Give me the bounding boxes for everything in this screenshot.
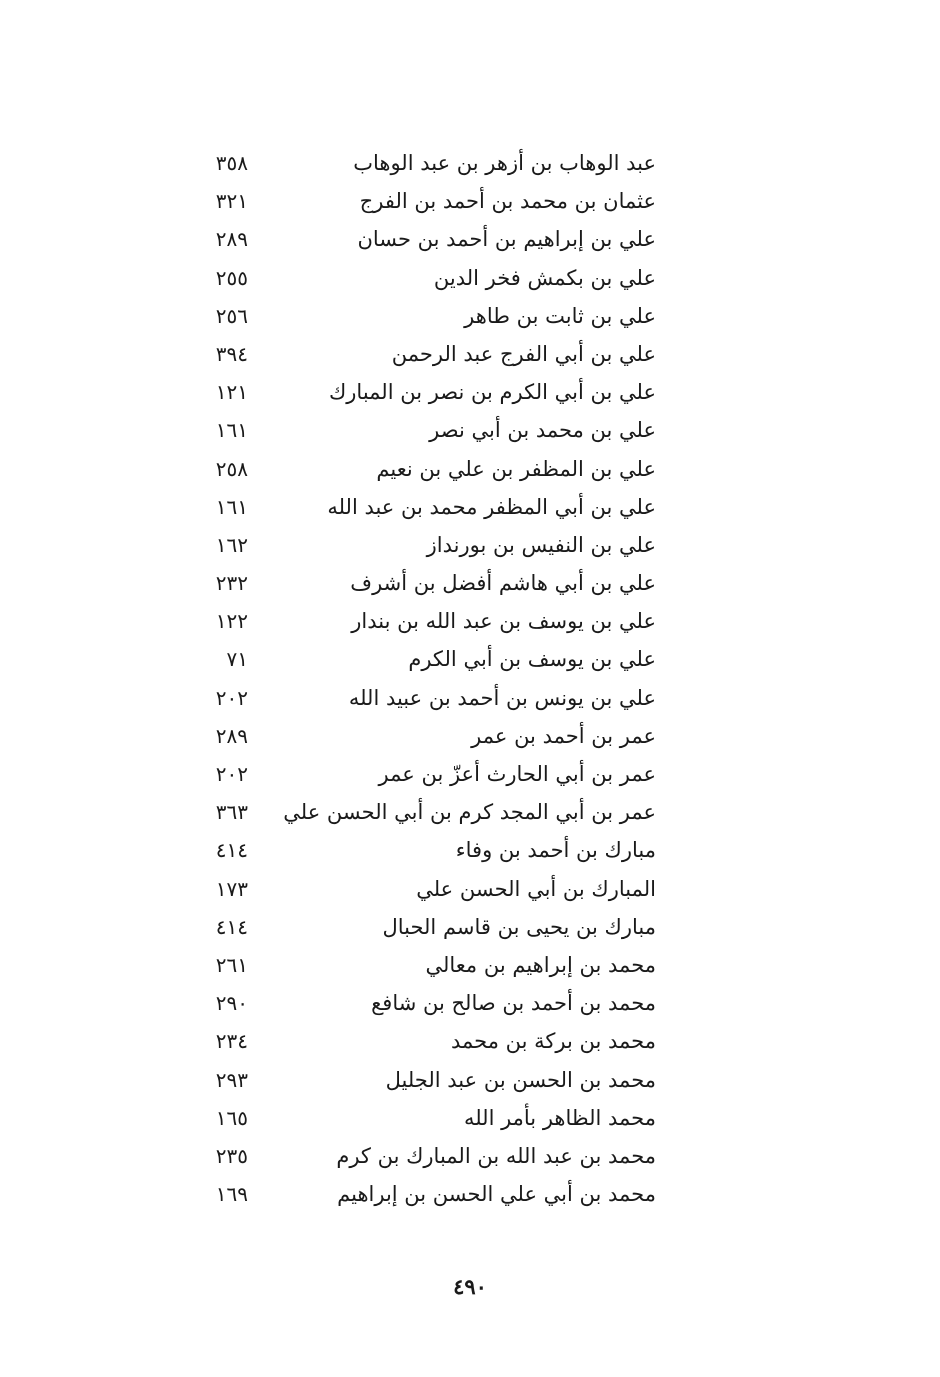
entry-page-number: ١٧٣ [215,876,248,901]
entry-page-number: ٣٦٣ [215,800,248,825]
index-entry [150,984,670,1022]
index-entry [150,182,670,220]
entry-page-number: ١٦٢ [215,532,248,557]
entry-page-number: ٢٣٤ [215,1029,248,1054]
entry-name: عمر بن أبي المجد كرم بن أبي الحسن علي [283,800,656,825]
entry-page-number: ٢٠٢ [215,762,248,786]
index-entry [150,831,670,869]
entry-page-number: ١٦٩ [215,1182,248,1207]
entry-page-number: ٢٠٢ [215,685,248,710]
entry-name: عمر بن أبي الحارث أعزّ بن عمر [378,762,656,786]
entry-page-number: ٢٨٩ [215,723,248,748]
index-entry [150,602,670,640]
index-entry [150,526,670,564]
entry-page-number: ١٢٢ [215,609,248,634]
index-entry [150,640,670,678]
entry-name: علي بن أبي المظفر محمد بن عبد الله [327,494,656,519]
index-entry [150,411,670,449]
index-entry [150,679,670,717]
entry-name: عبد الوهاب بن أزهر بن عبد الوهاب [353,151,656,175]
entry-name: علي بن أبي الفرج عبد الرحمن [391,341,656,366]
index-entry [150,908,670,946]
entry-page-number: ٢٣٥ [215,1143,248,1168]
index-entry [150,755,670,793]
entry-name: علي بن محمد بن أبي نصر [429,418,656,443]
index-entry [150,1061,670,1099]
entry-name: محمد بن بركة بن محمد [451,1029,656,1054]
entry-name: محمد بن الحسن بن عبد الجليل [385,1067,656,1092]
entry-page-number: ٢٩٠ [215,991,248,1016]
index-entry [150,220,670,258]
entry-name: عثمان بن محمد بن أحمد بن الفرج [359,189,656,214]
index-entry [150,450,670,488]
entry-page-number: ١٢١ [215,380,248,405]
entry-name: المبارك بن أبي الحسن علي [416,876,656,901]
index-entry [150,1099,670,1137]
entry-name: علي بن المظفر بن علي بن نعيم [376,456,656,481]
entry-page-number: ٣٩٤ [215,341,248,366]
index-entry [150,1175,670,1213]
entry-page-number: ١٦١ [215,418,248,443]
entry-name: محمد بن عبد الله بن المبارك بن كرم [336,1143,656,1168]
entry-name: محمد بن أبي علي الحسن بن إبراهيم [337,1182,656,1207]
entry-page-number: ٢٨٩ [215,227,248,252]
entry-page-number: ٧١ [226,647,248,672]
index-entry [150,1137,670,1175]
entry-page-number: ٢٣٢ [215,571,248,596]
index-entry [150,1022,670,1060]
entry-page-number: ٤١٤ [215,914,248,939]
index-entry [150,946,670,984]
index-entry [150,259,670,297]
index-entry [150,373,670,411]
entry-name: عمر بن أحمد بن عمر [471,723,656,748]
index-entry [150,717,670,755]
entry-name: مبارك بن أحمد بن وفاء [455,838,656,863]
entry-name: محمد بن إبراهيم بن معالي [425,952,656,977]
entry-page-number: ٢٥٨ [215,456,248,481]
entry-name: مبارك بن يحيى بن قاسم الحبال [382,914,656,939]
entry-name: علي بن النفيس بن بورنداز [426,532,656,557]
name-index-list [150,144,670,1213]
index-entry [150,144,670,182]
entry-page-number: ٢٩٣ [215,1067,248,1092]
entry-name: علي بن أبي الكرم بن نصر بن المبارك [328,380,656,405]
entry-name: علي بن يوسف بن عبد الله بن بندار [351,609,656,634]
entry-page-number: ٣٥٨ [215,151,248,175]
page-number: ٤٩٠ [453,1274,487,1299]
entry-page-number: ١٦١ [215,494,248,519]
entry-page-number: ٢٥٥ [215,265,248,290]
entry-name: محمد الظاهر بأمر الله [463,1105,656,1130]
entry-name: علي بن ثابت بن طاهر [464,303,656,328]
entry-page-number: ٤١٤ [215,838,248,863]
entry-page-number: ٢٦١ [215,952,248,977]
entry-name: علي بن يوسف بن أبي الكرم [408,647,656,672]
index-entry [150,297,670,335]
index-entry [150,564,670,602]
index-entry [150,335,670,373]
entry-page-number: ٢٥٦ [215,303,248,328]
index-entry [150,488,670,526]
index-entry [150,793,670,831]
entry-name: علي بن أبي هاشم أفضل بن أشرف [350,571,656,596]
entry-name: علي بن إبراهيم بن أحمد بن حسان [357,227,656,252]
entry-name: علي بن بكمش فخر الدين [433,265,656,290]
index-entry [150,870,670,908]
entry-page-number: ١٦٥ [215,1105,248,1130]
entry-page-number: ٣٢١ [215,189,248,214]
entry-name: محمد بن أحمد بن صالح بن شافع [371,991,656,1016]
entry-name: علي بن يونس بن أحمد بن عبيد الله [348,685,656,710]
